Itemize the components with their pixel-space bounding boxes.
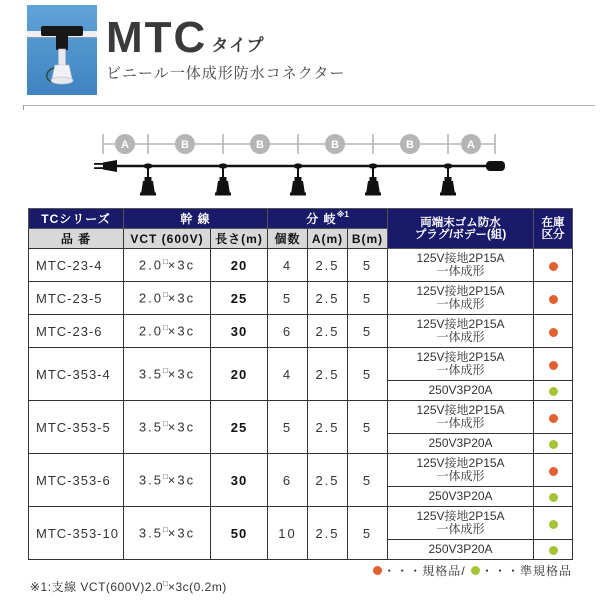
stock-dot [549,328,558,337]
cell-b: 5 [348,282,388,315]
cell-part: MTC-23-6 [29,315,124,348]
cell-qty: 4 [268,249,308,282]
photo-t-connector-stem [56,35,68,50]
col-header-stock: 在庫 区分 [534,209,573,249]
cell-plug: 250V3P20A [388,381,534,401]
cell-b: 5 [348,401,388,454]
col-header-part-no: 品 番 [29,229,124,249]
branch-footnote-mark: ※1 [336,210,349,219]
vct-num: 3.5 [138,525,163,541]
table-row [29,249,573,282]
cell-vct [124,507,211,560]
stock-dot [549,361,558,370]
table-row [29,454,573,487]
stock-dot [549,520,558,529]
vct-unit: ×3c [167,525,196,541]
cell-a: 2.5 [308,348,348,401]
segment-label-a1: A [121,139,129,151]
cell-stock [534,315,573,348]
title-block [106,13,346,83]
vct-sup-square: □ [162,472,168,482]
cell-part: MTC-23-5 [29,282,124,315]
cell-qty: 5 [268,282,308,315]
segment-label-a2: A [467,139,475,151]
stock-dot [549,546,558,555]
table-row [29,282,573,315]
vct-sup-square: □ [162,290,168,300]
cell-qty: 4 [268,348,308,401]
dimension-line [103,134,495,154]
table-row [29,401,573,434]
col-header-b: B(m) [348,229,388,249]
standard-dot [373,566,382,575]
segment-label-b3: B [331,139,339,151]
cell-b: 5 [348,507,388,560]
cell-b: 5 [348,454,388,507]
stock-dot [549,262,558,271]
socket-icon [140,163,156,195]
vct-unit: ×3c [167,472,196,488]
vct-num: 2.0 [138,290,163,306]
stock-dot [549,440,558,449]
cell-part: MTC-353-10 [29,507,124,560]
col-header-series: TCシリーズ [29,209,124,229]
cell-vct [124,348,211,401]
header-row-1 [29,209,573,229]
cell-stock [534,487,573,507]
stock-legend [28,562,572,579]
cell-stock [534,249,573,282]
cell-length: 25 [211,282,268,315]
cell-plug: 125V接地2P15A 一体成形 [388,282,534,315]
vct-unit: ×3c [167,290,196,306]
cell-stock [534,381,573,401]
cell-plug: 250V3P20A [388,540,534,560]
vct-sup-square: □ [162,419,168,429]
socket-icon [440,163,456,195]
segment-label-b1: B [181,139,189,151]
cell-a: 2.5 [308,282,348,315]
page-title: MTC [106,13,208,62]
vct-unit: ×3c [167,419,196,435]
cell-vct [124,315,211,348]
vct-unit: ×3c [167,366,196,382]
plug-icon [94,160,117,172]
vct-num: 3.5 [138,419,163,435]
cell-a: 2.5 [308,315,348,348]
stock-dot [549,493,558,502]
cell-qty: 10 [268,507,308,560]
vct-sup-square: □ [162,366,168,376]
cell-b: 5 [348,348,388,401]
header-divider [23,105,595,106]
photo-socket-base [51,77,73,84]
cell-a: 2.5 [308,507,348,560]
product-photo [27,5,97,95]
cell-plug: 125V接地2P15A 一体成形 [388,454,534,487]
cell-part: MTC-353-6 [29,454,124,507]
vct-num: 2.0 [138,257,163,273]
vct-unit: ×3c [167,257,196,273]
segment-label-b2: B [256,139,264,151]
cell-plug: 125V接地2P15A 一体成形 [388,249,534,282]
cell-qty: 5 [268,401,308,454]
cell-stock [534,282,573,315]
end-connector-icon [486,161,505,171]
cell-stock [534,507,573,540]
vct-sup-square: □ [162,257,168,267]
stock-dot [549,414,558,423]
socket-icon [215,163,231,195]
cell-a: 2.5 [308,454,348,507]
col-header-branch: 分 岐$^{※1}$ [268,209,388,229]
cell-length: 30 [211,454,268,507]
socket-icons [140,163,456,195]
page-subtitle: ビニール一体成形防水コネクター [106,65,346,82]
standard-label: ・・・規格品 [383,564,462,578]
cell-a: 2.5 [308,401,348,454]
legend-separator: / [461,564,470,578]
cell-plug: 125V接地2P15A 一体成形 [388,401,534,434]
table-row [29,507,573,540]
cell-part: MTC-23-4 [29,249,124,282]
table-row [29,348,573,381]
spec-table-wrap [28,208,573,560]
stock-dot [549,387,558,396]
vct-num: 3.5 [138,366,163,382]
cell-plug: 125V接地2P15A 一体成形 [388,348,534,381]
cell-vct [124,454,211,507]
cell-b: 5 [348,315,388,348]
title-suffix: タイプ [211,36,265,55]
cell-qty: 6 [268,454,308,507]
spec-table [28,208,573,560]
footnote-sup-square: □ [163,579,168,588]
cell-length: 25 [211,401,268,454]
stock-dot [549,467,558,476]
cell-stock [534,540,573,560]
cell-stock [534,434,573,454]
socket-icon [365,163,381,195]
cell-part: MTC-353-4 [29,348,124,401]
cell-length: 30 [211,315,268,348]
cell-length: 20 [211,249,268,282]
footnote: ※1:支線 VCT(600V)2.0□×3c(0.2m) [30,579,227,594]
socket-icon [290,163,306,195]
vct-num: 3.5 [138,472,163,488]
photo-t-connector [41,26,83,36]
cell-plug: 250V3P20A [388,487,534,507]
vct-num: 2.0 [138,323,163,339]
cell-b: 5 [348,249,388,282]
cell-qty: 6 [268,315,308,348]
stock-dot [549,295,558,304]
vct-unit: ×3c [167,323,196,339]
col-header-a: A(m) [308,229,348,249]
col-header-length: 長さ(m) [211,229,268,249]
photo-tube [59,49,66,67]
vct-sup-square: □ [162,323,168,333]
col-header-plug: 両端末ゴム防水 プラグ/ボデー(組) [388,209,534,249]
vct-sup-square: □ [162,525,168,535]
segment-label-b4: B [406,139,414,151]
col-header-vct: VCT (600V) [124,229,211,249]
cell-length: 20 [211,348,268,401]
cell-plug: 125V接地2P15A 一体成形 [388,507,534,540]
semi-standard-dot [471,566,480,575]
cell-vct [124,249,211,282]
cell-stock [534,454,573,487]
cell-a: 2.5 [308,249,348,282]
col-header-trunk: 幹 線 [124,209,268,229]
cell-length: 50 [211,507,268,560]
semi-standard-label: ・・・準規格品 [480,564,572,578]
cell-stock [534,401,573,434]
cell-vct [124,401,211,454]
cell-plug: 250V3P20A [388,434,534,454]
cell-part: MTC-353-5 [29,401,124,454]
col-header-qty: 個数 [268,229,308,249]
cell-vct [124,282,211,315]
layout-diagram [93,128,513,202]
table-row [29,315,573,348]
cell-stock [534,348,573,381]
cell-plug: 125V接地2P15A 一体成形 [388,315,534,348]
